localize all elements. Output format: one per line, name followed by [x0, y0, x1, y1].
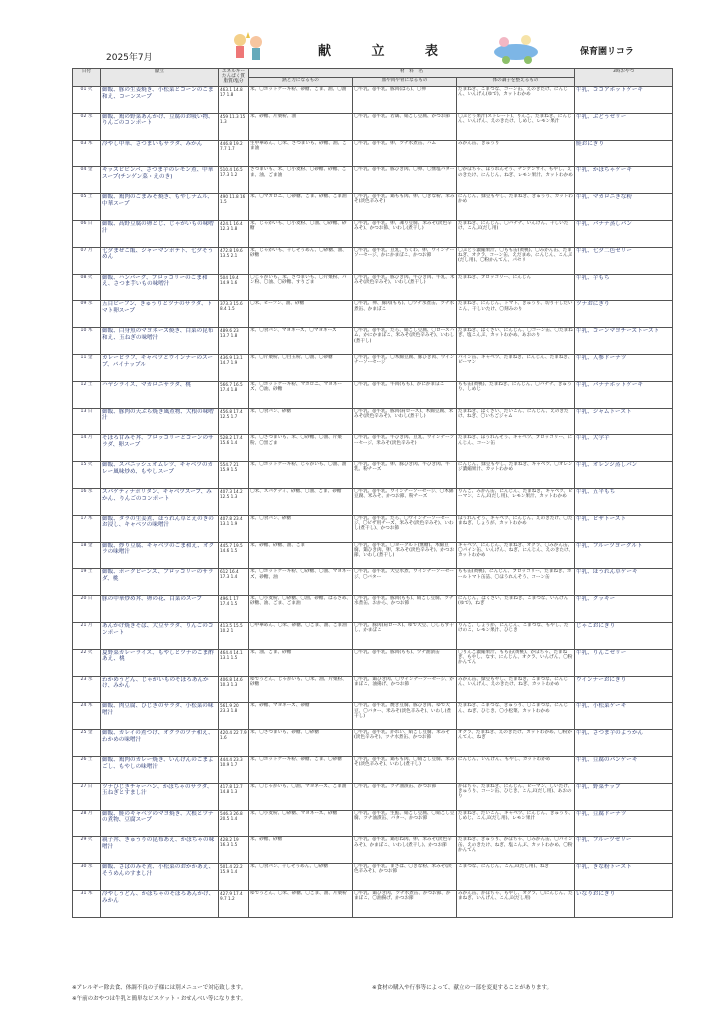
day-nutrition: 464.4 14.1 13.1 1.5	[219, 649, 249, 676]
day-yellow-ingredients: こまつな、にんじん、こんぶ(だし用)、ねぎ	[457, 864, 575, 891]
day-nutrition: 407.3 14.2 12.5 1.3	[219, 488, 249, 515]
day-date: 19 土	[73, 569, 101, 596]
table-row	[73, 730, 673, 757]
day-green-ingredients: 〇牛乳、◎牛乳、鶏もも肉、〇絹ごし豆腐、米みそ(淡色辛みそ)、いわし(煮干し)	[353, 756, 457, 783]
table-row	[73, 622, 673, 649]
children-playing-illustration	[228, 30, 268, 64]
day-yellow-ingredients: 〇ぶどう濃縮果汁、〇もも缶(黄桃)、〇みかん缶、たまねぎ、オクラ、コーン缶、えだまめ、にんじん、こんぶ(だし用)、〇粉かんてん、パセリ	[457, 247, 575, 274]
table-row	[73, 220, 673, 247]
day-yellow-ingredients: にんじん、いんげん、もやし、カットわかめ	[457, 756, 575, 783]
day-date: 15 火	[73, 462, 101, 489]
day-snack: 牛乳、ぶどうゼリー	[575, 113, 673, 140]
day-green-ingredients: 〇牛乳、◎牛乳、豚肉(もも)、絹ごし豆腐、ツナ水煮缶、おから、かつお節	[353, 596, 457, 623]
day-menu: キッズビビンバ、さつま芋のレモン煮、中華スープ(チンゲン菜・えのき)	[101, 167, 219, 194]
day-date: 18 金	[73, 542, 101, 569]
day-menu: あんかけ焼きそば、大豆サラダ、りんごのコンポート	[101, 622, 219, 649]
day-snack: 牛乳、コーンマヨチーズトースト	[575, 328, 673, 355]
day-menu: 御飯、肉豆腐、ひじきのサラダ、小松菜の味噌汁	[101, 703, 219, 730]
table-row	[73, 649, 673, 676]
day-nutrition: 428.2 19 16.3 1.5	[219, 837, 249, 864]
table-row	[73, 515, 673, 542]
day-date: 16 水	[73, 488, 101, 515]
day-menu: 御飯、カレイの煮つけ、オクラのツナ和え、わかめの味噌汁	[101, 730, 219, 757]
day-nutrition: 528.2 17.4 15.6 1.4	[219, 435, 249, 462]
day-yellow-ingredients: たまねぎ、きゅうり、かぼちゃ、〇みかん缶、〇パイン缶、えのきたけ、ねぎ、塩こんぶ、カットわかめ、〇粉かんてん	[457, 837, 575, 864]
day-date: 25 金	[73, 730, 101, 757]
day-snack: 牛乳、ココアホットケーキ	[575, 87, 673, 114]
day-red-ingredients: 米、〇食パン、砂糖	[249, 408, 353, 435]
day-green-ingredients: 〇牛乳、◎牛乳、ウインナーソーセージ、〇木綿豆腐、米みそ、かつお節、粉チーズ	[353, 488, 457, 515]
day-red-ingredients: 米、油、ごま、砂糖	[249, 649, 353, 676]
day-date: 30 水	[73, 864, 101, 891]
day-yellow-ingredients: ほうれんそう、キャベツ、にんじん、えのきたけ、〇たまねぎ、しょうが、カットわかめ	[457, 515, 575, 542]
day-snack: 牛乳、七夕二色ゼリー	[575, 247, 673, 274]
day-date: 07 月	[73, 247, 101, 274]
day-snack: 牛乳、さつま芋のようかん	[575, 730, 673, 757]
day-yellow-ingredients: たまねぎ、こまつな、コーン缶、えのきたけ、にんじん、いんげん(ゆで)、カットわかめ	[457, 87, 575, 114]
day-date: 09 水	[73, 301, 101, 328]
col-red-group: 熱と力になるもの	[249, 78, 353, 87]
day-nutrition: 501.4 22.2 15.9 1.4	[219, 864, 249, 891]
day-green-ingredients: 〇牛乳、◎牛乳、〇木綿豆腐、豚ひき肉、ウインナーソーセージ	[353, 354, 457, 381]
day-snack: 牛乳、芋もち	[575, 274, 673, 301]
day-nutrition: 427.9 17.4 9.7 1.2	[219, 890, 249, 917]
day-red-ingredients: 米、砂糖、砂糖、油、ごま	[249, 542, 353, 569]
day-red-ingredients: 米、〇ホットケーキ粉、マカロニ、マヨネーズ、〇油、砂糖	[249, 381, 353, 408]
day-snack: 牛乳、ピザトースト	[575, 515, 673, 542]
day-snack: いなりおにぎり	[575, 890, 673, 917]
day-nutrition: 496.1 17 17.4 1.5	[219, 596, 249, 623]
day-yellow-ingredients: 〇かぼちゃ、ほうれんそう、チンゲンサイ、もやし、えのきたけ、にんじん、ねぎ、レモン果汁、カットわかめ	[457, 167, 575, 194]
day-red-ingredients: 米、〇さつまいも、砂糖、〇砂糖	[249, 730, 353, 757]
day-yellow-ingredients: りんご、みかん缶、にんじん、たまねぎ、キャベツ、ピーマン、こんぶ(だし用)、レモン果汁、カットわかめ	[457, 488, 575, 515]
day-green-ingredients: 〇牛乳、◎牛乳、鶏むね肉、卵、米みそ(淡色辛みそ)、かまぼこ、いわし(煮干し)、かつお節	[353, 837, 457, 864]
col-green-group: 血や肉や骨になるもの	[353, 78, 457, 87]
day-menu: 御飯、豚肉の天ぷら焼き風煮物、大根の味噌汁	[101, 408, 219, 435]
day-nutrition: 612 16.4 17.3 1.4	[219, 569, 249, 596]
day-menu: ツナひじきチャーハン、かぼちゃのサラダ、玉ねぎとすまし汁	[101, 783, 219, 810]
day-green-ingredients: 〇牛乳、◎牛乳、まさば、〇きな粉、米みそ(淡色辛みそ)、かつお節	[353, 864, 457, 891]
day-nutrition: 456.8 17.4 12.5 1.7	[219, 408, 249, 435]
table-row	[73, 194, 673, 221]
day-nutrition: 446.8 19.2 7.7 1.7	[219, 140, 249, 167]
day-snack: ツナおにぎり	[575, 301, 673, 328]
day-menu: カレーピラフ、キャベツとウインナーのスープ、パイナップル	[101, 354, 219, 381]
day-red-ingredients: 米、〇ホットケーキ粉、砂糖、ごま、油、〇油	[249, 87, 353, 114]
table-row	[73, 113, 673, 140]
day-nutrition: 420.4 22 7.9 1.6	[219, 730, 249, 757]
page-header	[60, 28, 680, 68]
table-row	[73, 140, 673, 167]
day-snack: 牛乳、野菜チップ	[575, 783, 673, 810]
day-red-ingredients: 米、〇片栗粉、〇白玉粉、〇油、〇砂糖	[249, 354, 353, 381]
table-row	[73, 247, 673, 274]
table-row	[73, 864, 673, 891]
day-menu: 御飯、豚の生姜焼き、小松菜とコーンのごま和え、コーンスープ	[101, 87, 219, 114]
table-row	[73, 596, 673, 623]
day-nutrition: 417.8 12.7 14.8 1.3	[219, 783, 249, 810]
col-snack: 3時おやつ	[575, 69, 673, 87]
day-green-ingredients: 〇牛乳、鶏ひき肉、〇ウインナーソーセージ、かまぼこ、油揚げ、かつお節	[353, 676, 457, 703]
day-green-ingredients: 〇牛乳、◎牛乳、豚ひき肉、〇卵、〇無塩バター	[353, 167, 457, 194]
day-menu: 御飯、さばのみそ煮、小松菜のおかかあえ、そうめんのすまし汁	[101, 864, 219, 891]
table-row	[73, 408, 673, 435]
day-red-ingredients: さつまいも、米、〇小麦粉、〇砂糖、砂糖、ごま、油、ごま油	[249, 167, 353, 194]
day-menu: 冷やし中華、さつまいもサラダ、みかん	[101, 140, 219, 167]
day-date: 23 水	[73, 676, 101, 703]
day-green-ingredients: 〇牛乳、◎牛乳、卵、凍り豆腐、米みそ(淡色辛みそ)、かつお節、いわし(煮干し)	[353, 220, 457, 247]
day-yellow-ingredients: 〇ぶどう果汁(ストレート)、りんご、たまねぎ、にんじん、いんげん、えのきたけ、しめじ、レモン果汁	[457, 113, 575, 140]
day-red-ingredients: 〇中華めん、〇米、砂糖、〇ごま、油、ごま油	[249, 622, 353, 649]
day-date: 08 火	[73, 274, 101, 301]
day-green-ingredients: 〇牛乳、卵、豚肉(もも)、〇ツナ水煮缶、ツナ水煮缶、かまぼこ	[353, 301, 457, 328]
day-nutrition: 413.5 15.5 10.2 1	[219, 622, 249, 649]
day-yellow-ingredients: もも缶(黄桃)、にんじん、ブロッコリー、たまねぎ、ホールトマト缶詰、〇ほうれんそう、コーン缶	[457, 569, 575, 596]
day-menu: わかめうどん、じゃがいものそぼろあんかけ、みかん	[101, 676, 219, 703]
day-nutrition: 546.3 26.8 20.5 1.4	[219, 810, 249, 837]
day-date: 29 火	[73, 837, 101, 864]
day-red-ingredients: 米、〇小麦粉、〇砂糖、マヨネーズ、砂糖	[249, 810, 353, 837]
day-yellow-ingredients: たまねぎ、はくさい、だいこん、にんじん、えのきたけ、ねぎ、〇いちごジャム	[457, 408, 575, 435]
day-green-ingredients: 〇牛乳、◎牛乳、牛肉(もも)、かにかまぼこ	[353, 381, 457, 408]
day-yellow-ingredients: パイン缶、キャベツ、たまねぎ、にんじん、たまねぎ、ピーマン	[457, 354, 575, 381]
day-snack: 牛乳、人参ドーナツ	[575, 354, 673, 381]
table-row	[73, 676, 673, 703]
day-nutrition: 489.6 23 13.7 1.8	[219, 328, 249, 355]
table-row	[73, 488, 673, 515]
day-green-ingredients: 〇牛乳、◎牛乳、〇ヨーグルト(無糖)、木綿豆腐、鶏ひき肉、卵、米みそ(淡色辛みそ)、かつお節、いわし(煮干し)	[353, 542, 457, 569]
day-snack: 牛乳、きな粉トースト	[575, 864, 673, 891]
day-menu: 冷やしうどん、かぼちゃのそぼろあんかけ、みかん	[101, 890, 219, 917]
month-label: 2025年7月	[106, 53, 153, 63]
day-red-ingredients: 米、〇ホットケーキ粉、砂糖、ごま、〇砂糖	[249, 756, 353, 783]
day-menu: 御飯、白身魚のマヨネーズ焼き、白菜の昆布和え、玉ねぎの味噌汁	[101, 328, 219, 355]
day-nutrition: 373.3 15.6 8.4 1.5	[219, 301, 249, 328]
day-yellow-ingredients: にんじん、はくさい、たまねぎ、こまつな、いんげん(ゆで)、ねぎ	[457, 596, 575, 623]
day-yellow-ingredients: たまねぎ、はくさい、にんじん、〇コーン缶、〇たまねぎ、塩こんぶ、カットわかめ、あおのり	[457, 328, 575, 355]
day-yellow-ingredients: たまねぎ、にんじん、〇バナナ、いんげん、干しいたけ、こんぶ(だし用)	[457, 220, 575, 247]
day-snack: 牛乳、豆腐ドーナツ	[575, 810, 673, 837]
day-menu: 七夕まぜご飯、ジャーマンポテト、七夕そうめん	[101, 247, 219, 274]
day-red-ingredients: 米、〇マカロニ、〇砂糖、ごま、砂糖、ごま油	[249, 194, 353, 221]
day-date: 14 月	[73, 435, 101, 462]
day-nutrition: 463.1 14.8 17 1.8	[219, 87, 249, 114]
day-yellow-ingredients: たまねぎ、ブロッコリー、にんじん	[457, 274, 575, 301]
day-snack: 牛乳、豆腐のパンケーキ	[575, 756, 673, 783]
day-menu: 豚の中華炒め丼、卵の花、白菜のスープ	[101, 596, 219, 623]
day-date: 26 土	[73, 756, 101, 783]
school-name: 保育園リコラ	[580, 47, 634, 57]
day-red-ingredients: ゆでうどん、〇米、砂糖、〇ごま、油、片栗粉	[249, 890, 353, 917]
day-yellow-ingredients: にんじん、緑豆もやし、たまねぎ、きゅうり、カットわかめ	[457, 194, 575, 221]
day-date: 03 木	[73, 140, 101, 167]
day-yellow-ingredients: 〇りんご濃縮果汁、もも缶(黄桃)、かぼちゃ、たまねぎ、もやし、なす、にんじん、オクラ、いんげん、〇粉かんてん	[457, 649, 575, 676]
day-green-ingredients: 〇牛乳、鶏ひき肉、ツナ水煮缶、かつお節、かまぼこ、〇油揚げ、かつお節	[353, 890, 457, 917]
day-menu: 御飯、ポークビーンズ、ブロッコリーのサラダ、桃	[101, 569, 219, 596]
day-date: 20 日	[73, 596, 101, 623]
day-snack: 牛乳、ジャムトースト	[575, 408, 673, 435]
day-yellow-ingredients: キャベツ、にんじん、たまねぎ、オクラ、〇みかん缶、〇パイン缶、いんげん、ねぎ、にんじん、えのきたけ、カットわかめ	[457, 542, 575, 569]
day-snack: ウインナーおにぎり	[575, 676, 673, 703]
day-green-ingredients: 〇牛乳、◎牛乳、たら、〇ウインナーソーセージ、〇ピザ用チーズ、米みそ(淡色辛みそ)、いわし(煮干し)、かつお節	[353, 515, 457, 542]
day-date: 04 金	[73, 167, 101, 194]
day-red-ingredients: 米、〇ホットケーキ粉、じゃがいも、〇油、油	[249, 462, 353, 489]
table-row	[73, 542, 673, 569]
day-menu: 御飯、スパニッシュオムレツ、キャベツのカレー風味炒め、もやしスープ	[101, 462, 219, 489]
day-menu: そぼろ甘みそ丼、ブロッコリーとコーンのサラダ、卵スープ	[101, 435, 219, 462]
day-red-ingredients: 米、砂糖、片栗粉、油	[249, 113, 353, 140]
day-snack: 牛乳、バナナホットケーキ	[575, 381, 673, 408]
day-menu: スパゲティナポリタン、キャベツスープ、みかん、りんごのコンポート	[101, 488, 219, 515]
day-yellow-ingredients: たまねぎ、だいこん、キャベツ、にんじん、きゅうり、しめじ、こんぶ(だし用)、レモン果汁	[457, 810, 575, 837]
day-nutrition: 424.1 16.4 12.3 1.8	[219, 220, 249, 247]
day-green-ingredients: 〇牛乳、◎牛乳、鶏もも肉、卵、〇きな粉、米みそ(淡色辛みそ)	[353, 194, 457, 221]
day-date: 01 火	[73, 87, 101, 114]
day-red-ingredients: 生中華めん、〇米、さつまいも、砂糖、油、ごま油	[249, 140, 353, 167]
day-date: 21 月	[73, 622, 101, 649]
day-nutrition: 445.7 19.5 14.6 1.5	[219, 542, 249, 569]
day-nutrition: 566.7 16.5 17.4 1.8	[219, 381, 249, 408]
day-red-ingredients: 米、〇さつまいも、米、〇砂糖、〇油、片栗粉、〇黒ごま	[249, 435, 353, 462]
day-snack: 牛乳、フルーツゼリー	[575, 837, 673, 864]
day-red-ingredients: 米、じゃがいも、干しそうめん、〇砂糖、油、砂糖	[249, 247, 353, 274]
day-red-ingredients: ゆでうどん、じゃがいも、〇米、油、片栗粉、砂糖	[249, 676, 353, 703]
col-menu: 献立	[101, 69, 219, 87]
day-nutrition: 444.4 23.3 10.9 1.7	[219, 756, 249, 783]
day-green-ingredients: 〇牛乳、◎牛乳、たら、絹ごし豆腐、〇ロースハム、かにかまぼこ、米みそ(淡色辛みそ)、いわし(煮干し)	[353, 328, 457, 355]
table-row	[73, 569, 673, 596]
day-snack: 牛乳、小松菜ケーキ	[575, 703, 673, 730]
day-menu: 御飯、ハンバーグ、ブロッコリーのごま和え、さつま芋いもの味噌汁	[101, 274, 219, 301]
day-yellow-ingredients: にんじん、緑豆もやし、たまねぎ、キャベツ、〇オレンジ濃縮果汁、カットわかめ	[457, 462, 575, 489]
day-red-ingredients: 米、じゃがいも、〇小麦粉、〇油、〇砂糖、砂糖	[249, 220, 353, 247]
table-row	[73, 354, 673, 381]
day-red-ingredients: 米、砂糖、マヨネーズ、砂糖	[249, 703, 353, 730]
day-nutrition: 561.9 20 23.3 1.8	[219, 703, 249, 730]
day-date: 22 火	[73, 649, 101, 676]
day-menu: 御飯、鮭のキャベツのマヨ焼き、大根とツナの煮物、豆腐スープ	[101, 810, 219, 837]
menu-table	[72, 68, 673, 918]
table-row	[73, 810, 673, 837]
day-date: 06 日	[73, 220, 101, 247]
day-red-ingredients: 米、砂糖、砂糖	[249, 837, 353, 864]
day-red-ingredients: 米、〇食パン、干しそうめん、〇砂糖	[249, 864, 353, 891]
day-snack: 牛乳、フルーツヨーグルト	[575, 542, 673, 569]
day-date: 13 日	[73, 408, 101, 435]
day-green-ingredients: 〇牛乳、◎牛乳、豚肉(もも)、ツナ油漬缶	[353, 649, 457, 676]
day-snack: 牛乳、五平もち	[575, 488, 673, 515]
day-date: 10 木	[73, 328, 101, 355]
table-row	[73, 703, 673, 730]
table-row	[73, 328, 673, 355]
day-snack: 牛乳、大学芋	[575, 435, 673, 462]
day-yellow-ingredients: かぼちゃ、たまねぎ、にんじん、ピーマン、しいたけ、きゅうり、コーン缶、ひじき、こんぶ(だし用)、あおのり	[457, 783, 575, 810]
day-snack: 牛乳、かぼちゃケーキ	[575, 167, 673, 194]
day-yellow-ingredients: たまねぎ、にんじん、トマト、きゅうり、切り干しだいこん、干しいたけ、〇刻みのり	[457, 301, 575, 328]
day-menu: 五目ビーフン、きゅうりとツナのサラダ、トマト卵スープ	[101, 301, 219, 328]
day-green-ingredients: 〇牛乳、◎牛乳、豚肉(肩ロース)、木綿豆腐、米みそ(淡色辛みそ)、いわし(煮干し)	[353, 408, 457, 435]
day-green-ingredients: 〇牛乳、◎牛乳、卵、ツナ水煮缶、ハム	[353, 140, 457, 167]
day-date: 31 木	[73, 890, 101, 917]
day-menu: 御飯、鶏肉のごまみそ焼き、もやしナムル、中華スープ	[101, 194, 219, 221]
day-date: 28 月	[73, 810, 101, 837]
day-snack: 牛乳、オレンジ蒸しパン	[575, 462, 673, 489]
day-date: 12 土	[73, 381, 101, 408]
day-red-ingredients: 米、〇小麦粉、〇砂糖、〇油、砂糖、はるさめ、砂糖、油、ごま、ごま油	[249, 596, 353, 623]
table-row	[73, 87, 673, 114]
table-row	[73, 837, 673, 864]
day-snack: 牛乳、ほうれん草ケーキ	[575, 569, 673, 596]
day-date: 11 金	[73, 354, 101, 381]
table-row	[73, 167, 673, 194]
day-snack: 牛乳、マカロニきな粉	[575, 194, 673, 221]
day-menu: 御飯、タラの生姜煮、ほうれん草とえのきのお浸し、キャベツの味噌汁	[101, 515, 219, 542]
table-row	[73, 435, 673, 462]
table-row	[73, 301, 673, 328]
day-date: 24 木	[73, 703, 101, 730]
note-allergy: ※アレルギー除去食、体調不良の子様には別メニューで対応致します。	[72, 985, 247, 991]
day-yellow-ingredients: みかん缶、きゅうり	[457, 140, 575, 167]
day-green-ingredients: 〇牛乳、◎牛乳、豆乳、ちくわ、卵、ウインナーソーセージ、かにかまぼこ、かつお節	[353, 247, 457, 274]
day-date: 05 土	[73, 194, 101, 221]
day-yellow-ingredients: たまねぎ、ほうれんそう、キャベツ、ブロッコリー、にんじん、コーン缶	[457, 435, 575, 462]
day-yellow-ingredients: たまねぎ、こまつな、きゅうり、〇こまつな、にんじん、ねぎ、ひじき、〇小松菜、カットわかめ	[457, 703, 575, 730]
day-red-ingredients: 米、〇ホットケーキ粉、〇砂糖、〇油、マヨネーズ、砂糖、油	[249, 569, 353, 596]
col-date: 日付	[73, 69, 101, 87]
table-row	[73, 783, 673, 810]
day-date: 27 日	[73, 783, 101, 810]
day-green-ingredients: 〇牛乳、◎牛乳、豚ひき肉、牛ひき肉、牛乳、米みそ(淡色辛みそ)、いわし(煮干し)	[353, 274, 457, 301]
page-title: 献 立 表	[318, 44, 457, 59]
table-row	[73, 381, 673, 408]
col-ingredients: 材 料 名	[249, 69, 575, 78]
day-yellow-ingredients: もも缶(黄桃)、たまねぎ、にんじん、〇バナナ、きゅうり、しめじ	[457, 381, 575, 408]
day-nutrition: 554.7 21 15.9 1.5	[219, 462, 249, 489]
day-green-ingredients: 〇牛乳、豚肉(肩ロース)、ゆで大豆、〇しらす干し、かまぼこ	[353, 622, 457, 649]
note-morning-snack: ※午前のおやつは牛乳と簡単なビスケット・おせんべい等になります。	[72, 996, 247, 1002]
day-menu: ハヤシライス、マカロニサラダ、桃	[101, 381, 219, 408]
day-nutrition: 472.8 19.6 13.5 2.1	[219, 247, 249, 274]
day-green-ingredients: 〇牛乳、◎牛乳、かれい、絹ごし豆腐、米みそ(淡色辛みそ)、ツナ水煮缶、かつお節	[353, 730, 457, 757]
day-nutrition: 504 19.4 14.9 1.6	[219, 274, 249, 301]
col-nutrition: エネルギー たんぱく質 脂質/塩分	[219, 69, 249, 87]
day-green-ingredients: 〇牛乳、◎牛乳、生鮭、絹ごし豆腐、〇絹ごし豆腐、ツナ油漬缶、バター、かつお節	[353, 810, 457, 837]
day-red-ingredients: 〇じゃがいも、米、さつまいも、〇片栗粉、パン粉、〇油、〇砂糖、すりごま	[249, 274, 353, 301]
day-green-ingredients: 〇牛乳、◎牛乳、若鶏、絹ごし豆腐、かつお節	[353, 113, 457, 140]
day-menu: 御飯、炒り豆腐、キャベツのごま和え、オクラの味噌汁	[101, 542, 219, 569]
day-red-ingredients: 米、〇じゃがいも、〇油、マヨネーズ、ごま油	[249, 783, 353, 810]
day-menu: 親子丼、きゅうりの昆布あえ、かぼちゃの味噌汁	[101, 837, 219, 864]
day-menu: 御飯、鶏肉のカレー焼き、いんげんのごまよごし、もやしの味噌汁	[101, 756, 219, 783]
day-snack: 鮭おにぎり	[575, 140, 673, 167]
day-nutrition: 459 11.3 15 1.3	[219, 113, 249, 140]
day-green-ingredients: 〇牛乳、◎牛乳、卵、豚ひき肉、牛ひき肉、牛乳、粉チーズ	[353, 462, 457, 489]
day-red-ingredients: 〇米、ビーフン、油、砂糖	[249, 301, 353, 328]
day-yellow-ingredients: りんご、しょうが、にんじん、こまつな、もやし、たけのこ、レモン果汁、ひじき	[457, 622, 575, 649]
note-changes: ※食材の購入や行事等によって、献立の一部を変更することがあります。	[372, 985, 553, 991]
day-red-ingredients: 米、〇食パン、マヨネーズ、〇マヨネーズ	[249, 328, 353, 355]
day-nutrition: 510.4 16.5 17.3 1.2	[219, 167, 249, 194]
day-nutrition: 436.9 13.1 14.7 1.9	[219, 354, 249, 381]
day-menu: 夏野菜カレーライス、もやしとツナのごま酢あえ、桃	[101, 649, 219, 676]
day-green-ingredients: 〇牛乳、◎牛乳、大豆水煮、ウインナーソーセージ、〇バター	[353, 569, 457, 596]
day-yellow-ingredients: みかん缶、緑豆もやし、たまねぎ、こまつな、にんじん、いんげん、えのきたけ、ねぎ、カットわかめ	[457, 676, 575, 703]
day-nutrition: 490 11.8 16 1.5	[219, 194, 249, 221]
day-red-ingredients: 〇米、スパゲティ、砂糖、〇油、ごま、砂糖	[249, 488, 353, 515]
day-date: 02 水	[73, 113, 101, 140]
day-nutrition: 406.8 14.6 10.3 1.3	[219, 676, 249, 703]
day-date: 17 木	[73, 515, 101, 542]
day-snack: じゃこおにぎり	[575, 622, 673, 649]
day-snack: 牛乳、バナナ蒸しパン	[575, 220, 673, 247]
day-nutrition: 407.8 23.4 13.1 1.9	[219, 515, 249, 542]
day-red-ingredients: 米、〇食パン、砂糖	[249, 515, 353, 542]
table-row	[73, 462, 673, 489]
vehicle-animals-illustration	[490, 32, 546, 64]
day-snack: 牛乳、クッキー	[575, 596, 673, 623]
day-green-ingredients: 〇牛乳、◎牛乳、焼き豆腐、豚ひき肉、ゆで大豆、〇バター、米みそ(淡色辛みそ)、いわし(煮干し)	[353, 703, 457, 730]
table-row	[73, 274, 673, 301]
day-green-ingredients: 〇牛乳、◎牛乳、豚肉(ばら)、〇卵	[353, 87, 457, 114]
table-row	[73, 756, 673, 783]
day-snack: 牛乳、りんごゼリー	[575, 649, 673, 676]
day-menu: 御飯、鶏の野菜あんかけ、豆腐のお吸い物、りんごのコンポート	[101, 113, 219, 140]
table-row	[73, 890, 673, 917]
day-yellow-ingredients: オクラ、たまねぎ、えのきたけ、カットわかめ、〇粉かんてん、ねぎ	[457, 730, 575, 757]
day-green-ingredients: 〇牛乳、◎牛乳、牛ひき肉、豆乳、ウインナーソーセージ、米みそ(淡色辛みそ)	[353, 435, 457, 462]
day-menu: 御飯、高野豆腐の卵とじ、じゃがいもの味噌汁	[101, 220, 219, 247]
col-yellow-group: 体の調子を整えるもの	[457, 78, 575, 87]
day-green-ingredients: 〇牛乳、◎牛乳、ツナ油漬缶、かつお節	[353, 783, 457, 810]
day-yellow-ingredients: みかん缶、かぼちゃ、もやし、オクラ、〇にんじん、たまねぎ、いんげん、こんぶ(だし用)	[457, 890, 575, 917]
